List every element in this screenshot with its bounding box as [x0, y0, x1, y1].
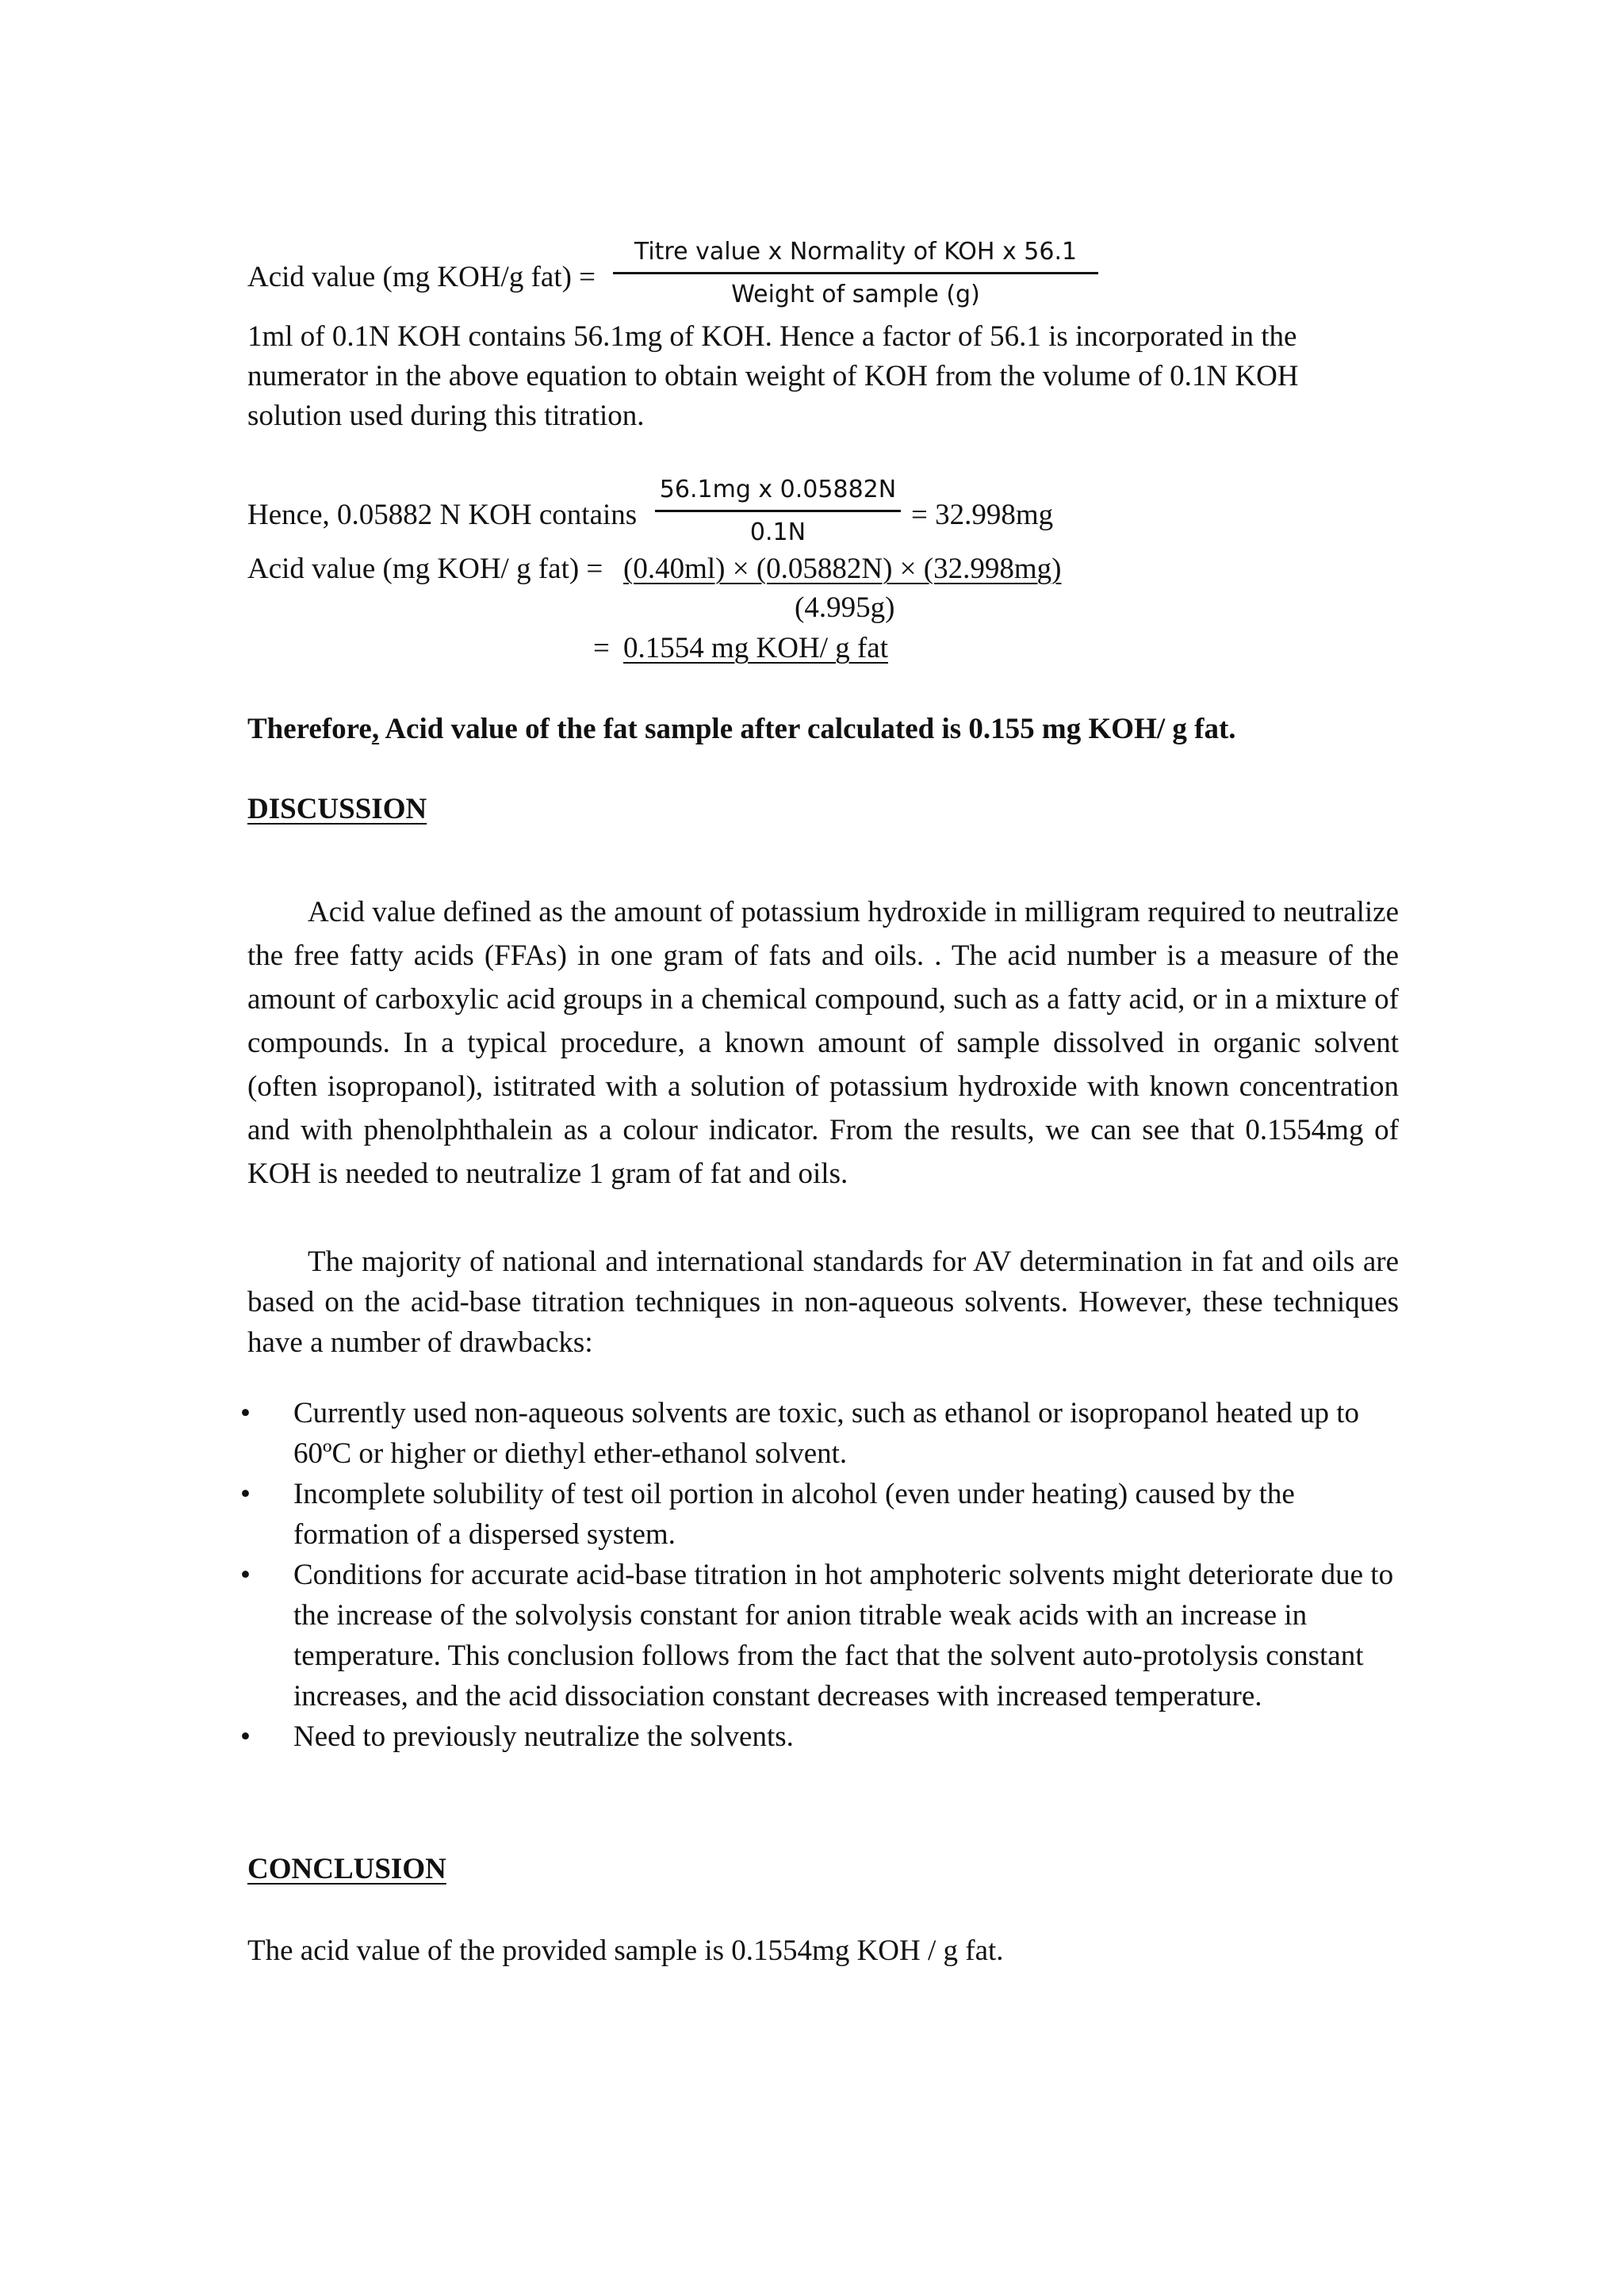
- discussion-heading: DISCUSSION: [247, 793, 427, 825]
- formula2-lhs: Hence, 0.05882 N KOH contains: [247, 499, 638, 531]
- list-item: [240, 1716, 1404, 1757]
- conclusion-text: The acid value of the provided sample is 0.1554mg KOH / g fat.: [247, 1934, 1004, 1967]
- formula1-fraction: [613, 236, 1098, 311]
- formula3-denominator: (4.995g): [795, 591, 895, 624]
- formula3-equals: =: [593, 632, 610, 664]
- therefore-prefix: Therefore: [247, 713, 372, 745]
- bullet-icon: •: [240, 1478, 251, 1510]
- list-item-text: Conditions for accurate acid-base titration in hot amphoteric solvents might deteriorate due to the increase of the solvolysis constant for anion titrable weak acids with an increase in temperature. This conclusion follows from the fact that the solvent auto-protolysis constant increases, and the acid dissociation constant decreases with increased temperature.: [293, 1559, 1394, 1712]
- discussion-paragraph-1: Acid value defined as the amount of potassium hydroxide in milligram required to neutralize the free fatty acids (FFAs) in one gram of fats and oils. . The acid number is a measure of the amount of carboxylic acid groups in a chemical compound, such as a fatty acid, or in a mixture of compounds. In a typical procedure, a known amount of sample dissolved in organic solvent (often isopropanol), istitrated with a solution of potassium hydroxide with known concentration and with phenolphthalein as a colour indicator. From the results, we can see that 0.1554mg of KOH is needed to neutralize 1 gram of fat and oils.: [247, 896, 1399, 1190]
- formula2-denominator: 0.1N: [749, 519, 806, 546]
- drawbacks-list: [240, 1393, 1404, 1757]
- list-item-text: Incomplete solubility of test oil portion in alcohol (even under heating) caused by the formation of a dispersed system.: [293, 1478, 1295, 1551]
- formula2-result: = 32.998mg: [911, 499, 1054, 531]
- formula3-result: 0.1554 mg KOH/ g fat: [623, 632, 888, 664]
- formula1-fraction-bar: [613, 272, 1098, 274]
- conclusion-heading: CONCLUSION: [247, 1853, 446, 1885]
- formula1-denominator: Weight of sample (g): [731, 281, 980, 308]
- bullet-icon: •: [240, 1559, 251, 1591]
- discussion-paragraph-2: The majority of national and international standards for AV determination in fat and oils are based on the acid-base titration techniques in non-aqueous solvents. However, these techniques have a number of drawbacks:: [247, 1246, 1399, 1359]
- list-item: [240, 1474, 1404, 1555]
- explanation-paragraph: 1ml of 0.1N KOH contains 56.1mg of KOH. Hence a factor of 56.1 is incorporated in the numerator in the above equation to obtain weight of KOH from the volume of 0.1N KOH solution used during this titration.: [247, 320, 1299, 432]
- formula1-numerator: Titre value x Normality of KOH x 56.1: [634, 238, 1078, 266]
- formula2-fraction-bar: [655, 510, 901, 512]
- therefore-statement: [247, 710, 1236, 749]
- list-item: [240, 1555, 1404, 1716]
- formula3-numerator: (0.40ml) × (0.05882N) × (32.998mg): [623, 553, 1062, 585]
- formula2-fraction: [655, 474, 901, 549]
- list-item-text: Need to previously neutralize the solvents.: [293, 1720, 794, 1753]
- therefore-rest: Acid value of the fat sample after calculated is 0.155 mg KOH/ g fat.: [379, 713, 1236, 745]
- formula1-lhs: Acid value (mg KOH/g fat) =: [247, 261, 596, 293]
- formula2-numerator: 56.1mg x 0.05882N: [659, 476, 897, 503]
- list-item-text: Currently used non-aqueous solvents are toxic, such as ethanol or isopropanol heated up to 60ºC or higher or diethyl ether-ethanol solvent.: [293, 1397, 1360, 1470]
- therefore-comma: ,: [371, 713, 380, 745]
- list-item: [240, 1393, 1404, 1474]
- bullet-icon: •: [240, 1397, 251, 1429]
- bullet-icon: •: [240, 1720, 251, 1753]
- formula3-lhs: Acid value (mg KOH/ g fat) =: [247, 553, 603, 585]
